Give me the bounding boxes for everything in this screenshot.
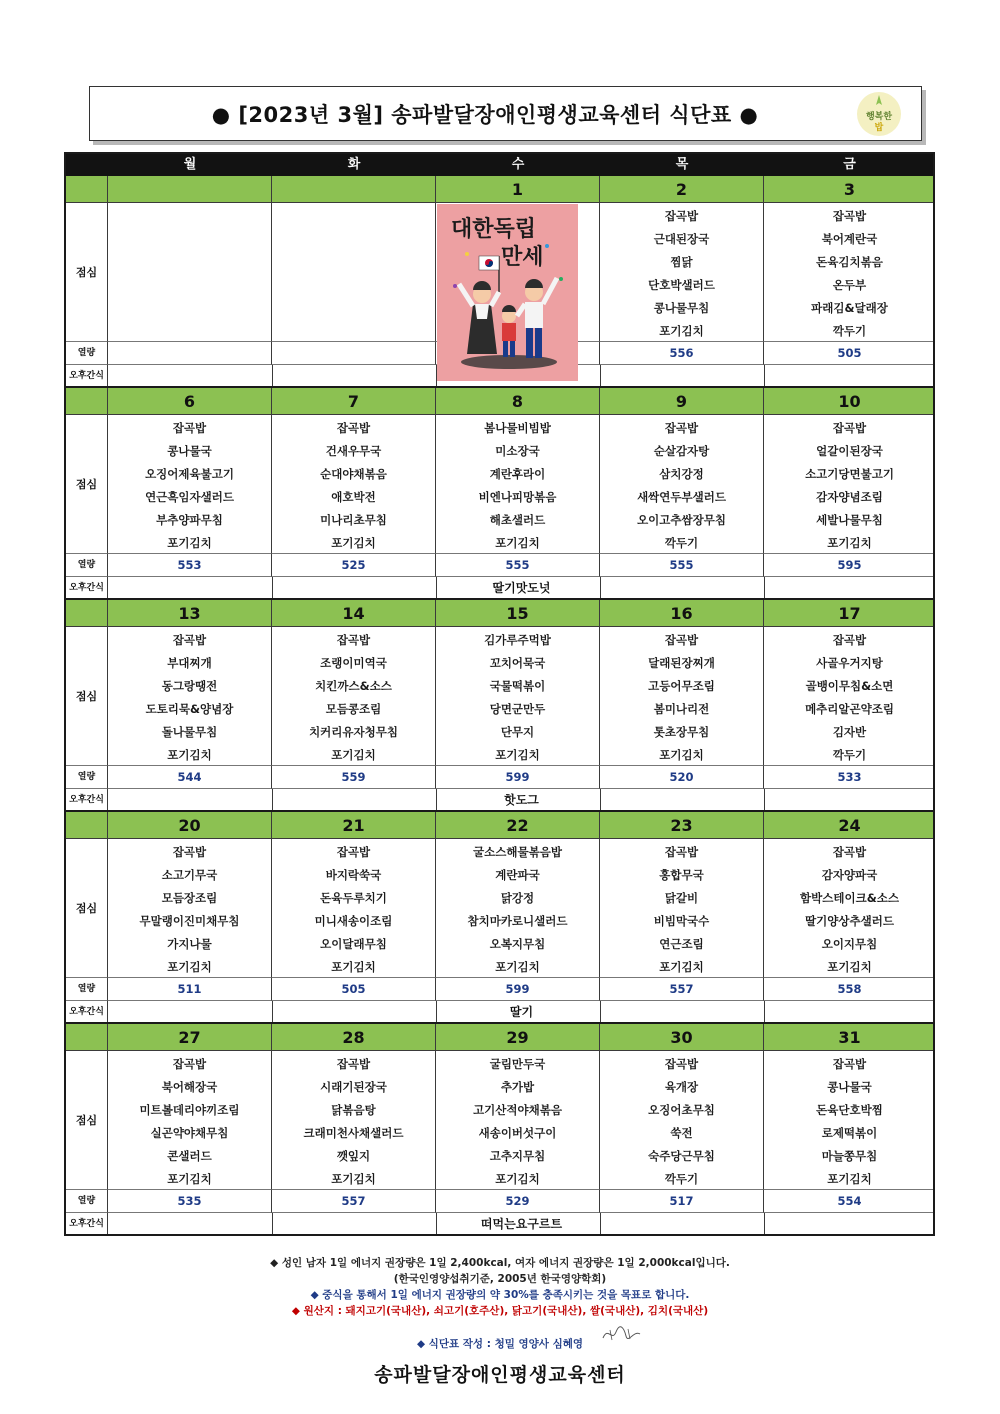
menu-item: 비빔막국수 bbox=[653, 914, 710, 928]
date-cell: 23 bbox=[600, 812, 764, 839]
menu-item: 포기김치 bbox=[659, 960, 704, 974]
menu-item: 숙주당근무침 bbox=[648, 1149, 715, 1163]
menu-item: 북어계란국 bbox=[821, 232, 878, 246]
menu-item: 연근흑임자샐러드 bbox=[145, 490, 234, 504]
menu-item: 포기김치 bbox=[331, 1172, 376, 1186]
kcal-value: 525 bbox=[272, 554, 436, 577]
menu-item: 봄미나리전 bbox=[653, 702, 710, 716]
menu-item: 봄나물비빔밥 bbox=[484, 421, 551, 435]
menu-item: 당면군만두 bbox=[489, 702, 546, 716]
menu-item: 무말랭이진미채무침 bbox=[139, 914, 240, 928]
menu-item: 김자반 bbox=[832, 725, 867, 739]
menu-item: 잡곡밥 bbox=[664, 209, 699, 223]
poster-line2: 만세 bbox=[501, 245, 544, 270]
lunch-menu-cell bbox=[108, 627, 272, 766]
date-cell: 30 bbox=[600, 1024, 764, 1051]
menu-item: 감자양념조림 bbox=[816, 490, 883, 504]
date-cell: 7 bbox=[272, 388, 436, 415]
column-divider bbox=[600, 577, 601, 600]
menu-item: 순대야채볶음 bbox=[320, 467, 387, 481]
date-row-label-cell bbox=[66, 812, 108, 839]
menu-item: 포기김치 bbox=[495, 748, 540, 762]
column-divider bbox=[272, 577, 273, 600]
menu-item: 실곤약야채무침 bbox=[150, 1126, 229, 1140]
menu-item: 잡곡밥 bbox=[832, 1057, 867, 1071]
menu-item: 톳초장무침 bbox=[653, 725, 710, 739]
lunch-menu-cell bbox=[764, 839, 935, 978]
menu-item: 잡곡밥 bbox=[172, 845, 207, 859]
signature-icon bbox=[600, 1324, 644, 1344]
menu-item: 단무지 bbox=[500, 725, 535, 739]
lunch-goal-note: ◆ 중식을 통해서 1일 에너지 권장량의 약 30%를 충족시키는 것을 목표로 합니다. bbox=[310, 1289, 690, 1301]
week-block bbox=[66, 1024, 933, 1236]
lunch-menu-cell bbox=[272, 203, 436, 342]
menu-item: 소고기당면불고기 bbox=[805, 467, 894, 481]
menu-item: 연근조림 bbox=[659, 937, 704, 951]
lunch-menu-cell bbox=[272, 839, 436, 978]
lunch-menu-cell bbox=[600, 415, 764, 554]
menu-item: 메추리알곤약조림 bbox=[805, 702, 894, 716]
kcal-value: 553 bbox=[108, 554, 272, 577]
lunch-menu-cell bbox=[436, 627, 600, 766]
snack-row-label: 오후간식 bbox=[66, 577, 108, 600]
column-divider bbox=[436, 1213, 437, 1236]
menu-item: 닭갈비 bbox=[664, 891, 699, 905]
menu-item: 함박스테이크&소스 bbox=[800, 891, 899, 905]
kcal-value: 511 bbox=[108, 978, 272, 1001]
menu-item: 오징어초무침 bbox=[648, 1103, 715, 1117]
menu-item: 근대된장국 bbox=[653, 232, 710, 246]
lunch-row-label: 점심 bbox=[66, 627, 108, 766]
menu-item: 쑥전 bbox=[670, 1126, 693, 1140]
date-cell: 16 bbox=[600, 600, 764, 627]
lunch-menu-cell bbox=[764, 203, 935, 342]
date-cell: 27 bbox=[108, 1024, 272, 1051]
menu-item: 부대찌개 bbox=[167, 656, 212, 670]
menu-item: 단호박샐러드 bbox=[648, 278, 715, 292]
menu-item: 포기김치 bbox=[331, 748, 376, 762]
menu-item: 조랭이미역국 bbox=[320, 656, 387, 670]
menu-item: 돌나물무침 bbox=[161, 725, 218, 739]
week-block bbox=[66, 812, 933, 1024]
kcal-value: 559 bbox=[272, 766, 436, 789]
kcal-value: 529 bbox=[436, 1190, 600, 1213]
kcal-row-label: 열량 bbox=[66, 978, 108, 1001]
menu-item: 포기김치 bbox=[495, 1172, 540, 1186]
menu-item: 깍두기 bbox=[832, 324, 867, 338]
kcal-value: 533 bbox=[764, 766, 935, 789]
date-cell: 8 bbox=[436, 388, 600, 415]
menu-item: 육개장 bbox=[664, 1080, 699, 1094]
lunch-menu-cell bbox=[436, 415, 600, 554]
lunch-menu-cell bbox=[600, 627, 764, 766]
menu-item: 고추지무침 bbox=[489, 1149, 546, 1163]
date-cell: 17 bbox=[838, 604, 861, 623]
week-block bbox=[66, 600, 933, 812]
menu-item: 추가밥 bbox=[500, 1080, 535, 1094]
page-title: ● [2023년 3월] 송파발달장애인평생교육센터 식단표 ● bbox=[211, 103, 759, 127]
column-divider bbox=[764, 365, 765, 388]
date-cell: 29 bbox=[436, 1024, 600, 1051]
snack-row-label: 오후간식 bbox=[66, 365, 108, 388]
menu-item: 잡곡밥 bbox=[664, 421, 699, 435]
author-note: ◆ 식단표 작성 : 청밀 영양사 심혜영 bbox=[416, 1338, 584, 1350]
lunch-row-label: 점심 bbox=[66, 1051, 108, 1190]
date-cell: 1 bbox=[436, 176, 600, 203]
menu-item: 고등어무조림 bbox=[648, 679, 715, 693]
menu-item: 미소장국 bbox=[495, 444, 540, 458]
snack-row-label: 오후간식 bbox=[66, 1001, 108, 1024]
menu-item: 사골우거지탕 bbox=[816, 656, 883, 670]
kcal-value: 557 bbox=[600, 978, 764, 1001]
menu-item: 시래기된장국 bbox=[320, 1080, 387, 1094]
menu-item: 비엔나피망볶음 bbox=[478, 490, 557, 504]
date-cell: 20 bbox=[108, 812, 272, 839]
lunch-menu-cell bbox=[108, 1051, 272, 1190]
menu-item: 잡곡밥 bbox=[172, 421, 207, 435]
menu-item: 얼갈이된장국 bbox=[816, 444, 883, 458]
date-cell: 9 bbox=[600, 388, 764, 415]
lunch-menu-cell bbox=[436, 1051, 600, 1190]
menu-item: 치커리유자청무침 bbox=[309, 725, 398, 739]
kcal-row-label: 열량 bbox=[66, 554, 108, 577]
lunch-menu-cell bbox=[600, 203, 764, 342]
menu-item: 포기김치 bbox=[167, 1172, 212, 1186]
menu-item: 포기김치 bbox=[167, 748, 212, 762]
date-row-label-cell bbox=[66, 176, 108, 203]
menu-item: 오이고추쌈장무침 bbox=[637, 513, 726, 527]
day-header-thu: 목 bbox=[675, 157, 689, 172]
menu-item: 세발나물무침 bbox=[816, 513, 883, 527]
menu-item: 돈육김치볶음 bbox=[816, 255, 883, 269]
day-header-fri: 금 bbox=[843, 157, 856, 172]
week-block bbox=[66, 388, 933, 600]
menu-item: 포기김치 bbox=[331, 536, 376, 550]
menu-item: 잡곡밥 bbox=[664, 845, 699, 859]
menu-item: 소고기무국 bbox=[161, 868, 218, 882]
menu-item: 잡곡밥 bbox=[172, 633, 207, 647]
day-header-row bbox=[66, 154, 933, 176]
column-divider bbox=[600, 789, 601, 812]
kcal-value: 544 bbox=[108, 766, 272, 789]
date-cell: 28 bbox=[272, 1024, 436, 1051]
menu-item: 오복지무침 bbox=[489, 937, 546, 951]
column-divider bbox=[272, 1213, 273, 1236]
menu-item: 골뱅이무침&소면 bbox=[805, 679, 894, 693]
afternoon-snack: 떠먹는요구르트 bbox=[480, 1217, 563, 1231]
menu-item: 포기김치 bbox=[827, 960, 872, 974]
title-box bbox=[89, 86, 922, 141]
menu-item: 삼치강정 bbox=[659, 467, 704, 481]
date-row-label-cell bbox=[66, 388, 108, 415]
menu-item: 건새우무국 bbox=[325, 444, 382, 458]
menu-item: 로제떡볶이 bbox=[821, 1126, 878, 1140]
lunch-row-label: 점심 bbox=[66, 203, 108, 342]
menu-item: 잡곡밥 bbox=[336, 633, 371, 647]
menu-item: 잡곡밥 bbox=[832, 421, 867, 435]
date-row bbox=[66, 176, 933, 203]
menu-item: 콩나물무침 bbox=[653, 301, 710, 315]
column-divider bbox=[436, 1001, 437, 1024]
date-cell: 14 bbox=[272, 600, 436, 627]
kcal-value: 599 bbox=[436, 978, 600, 1001]
lunch-menu-cell bbox=[108, 203, 272, 342]
column-divider bbox=[600, 1213, 601, 1236]
menu-item: 돈육두루치기 bbox=[320, 891, 387, 905]
date-cell: 22 bbox=[436, 812, 600, 839]
kcal-value: 554 bbox=[764, 1190, 935, 1213]
date-cell: 15 bbox=[436, 600, 600, 627]
date-cell: 10 bbox=[838, 392, 861, 411]
menu-item: 김가루주먹밥 bbox=[484, 633, 551, 647]
lunch-menu-cell bbox=[108, 415, 272, 554]
afternoon-snack: 딸기 bbox=[509, 1005, 534, 1019]
lunch-menu-cell bbox=[600, 839, 764, 978]
menu-item: 미나리초무침 bbox=[320, 513, 387, 527]
day-header-mon: 월 bbox=[183, 157, 197, 172]
menu-item: 포기김치 bbox=[331, 960, 376, 974]
kcal-row-label: 열량 bbox=[66, 342, 108, 365]
lunch-row-label: 점심 bbox=[66, 839, 108, 978]
menu-item: 새송이버섯구이 bbox=[478, 1126, 557, 1140]
menu-item: 잡곡밥 bbox=[832, 209, 867, 223]
poster-line1: 대한독립 bbox=[451, 217, 537, 242]
date-cell bbox=[272, 176, 436, 203]
menu-item: 잡곡밥 bbox=[664, 1057, 699, 1071]
column-divider bbox=[272, 365, 273, 388]
column-divider bbox=[764, 577, 765, 600]
menu-item: 굴소스해물볶음밥 bbox=[473, 845, 562, 859]
menu-item: 가지나물 bbox=[167, 937, 212, 951]
poster-illustration bbox=[437, 204, 578, 381]
menu-item: 콘샐러드 bbox=[167, 1149, 212, 1163]
menu-item: 포기김치 bbox=[495, 536, 540, 550]
kcal-value: 505 bbox=[764, 342, 935, 365]
date-row bbox=[66, 388, 933, 415]
date-cell: 3 bbox=[843, 180, 856, 199]
kcal-value: 599 bbox=[436, 766, 600, 789]
menu-item: 잡곡밥 bbox=[832, 845, 867, 859]
kcal-value: 517 bbox=[600, 1190, 764, 1213]
center-name: 송파발달장애인평생교육센터 bbox=[374, 1364, 626, 1386]
column-divider bbox=[272, 1001, 273, 1024]
origin-note: ◆ 원산지 : 돼지고기(국내산), 쇠고기(호주산), 닭고기(국내산), 쌀(국내산), 김치(국내산) bbox=[291, 1305, 709, 1317]
kcal-value: 558 bbox=[764, 978, 935, 1001]
column-divider bbox=[764, 1001, 765, 1024]
date-cell: 24 bbox=[838, 816, 861, 835]
lunch-menu-cell bbox=[600, 1051, 764, 1190]
menu-item: 달래된장찌개 bbox=[648, 656, 715, 670]
menu-item: 잡곡밥 bbox=[336, 1057, 371, 1071]
kcal-row-label: 열량 bbox=[66, 766, 108, 789]
menu-item: 돈육단호박찜 bbox=[816, 1103, 883, 1117]
lunch-menu-cell bbox=[272, 627, 436, 766]
menu-item: 포기김치 bbox=[167, 960, 212, 974]
kcal-row-label: 열량 bbox=[66, 1190, 108, 1213]
menu-item: 콩나물국 bbox=[167, 444, 212, 458]
date-cell bbox=[108, 176, 272, 203]
menu-item: 잡곡밥 bbox=[172, 1057, 207, 1071]
menu-item: 순살감자탕 bbox=[653, 444, 710, 458]
lunch-menu-cell bbox=[436, 839, 600, 978]
menu-item: 오징어제육불고기 bbox=[145, 467, 234, 481]
menu-item: 꼬치어묵국 bbox=[489, 656, 546, 670]
date-cell: 31 bbox=[838, 1028, 861, 1047]
lunch-menu-cell bbox=[764, 1051, 935, 1190]
snack-row-label: 오후간식 bbox=[66, 789, 108, 812]
lunch-menu-cell bbox=[764, 415, 935, 554]
menu-item: 딸기양상추샐러드 bbox=[805, 914, 894, 928]
menu-item: 모듬장조림 bbox=[161, 891, 218, 905]
menu-item: 닭강정 bbox=[500, 891, 535, 905]
svg-text:밥: 밥 bbox=[874, 123, 884, 133]
menu-item: 모듬콩조림 bbox=[325, 702, 382, 716]
kcal-value: 595 bbox=[764, 554, 935, 577]
energy-note: ◆ 성인 남자 1일 에너지 권장량은 1일 2,400kcal, 여자 에너지 권장량은 1일 2,000kcal입니다. bbox=[270, 1257, 730, 1269]
menu-item: 잡곡밥 bbox=[664, 633, 699, 647]
menu-item: 애호박전 bbox=[331, 490, 376, 504]
menu-item: 고기산적야채볶음 bbox=[473, 1103, 562, 1117]
date-cell: 21 bbox=[272, 812, 436, 839]
menu-item: 오이지무침 bbox=[821, 937, 878, 951]
day-header-wed: 수 bbox=[511, 157, 525, 172]
menu-item: 크래미천사채샐러드 bbox=[303, 1126, 404, 1140]
column-divider bbox=[600, 1001, 601, 1024]
menu-item: 국물떡볶이 bbox=[489, 679, 546, 693]
menu-item: 포기김치 bbox=[167, 536, 212, 550]
menu-item: 참치마카로니샐러드 bbox=[467, 914, 568, 928]
menu-item: 계란파국 bbox=[495, 868, 540, 882]
column-divider bbox=[272, 789, 273, 812]
date-row-label-cell bbox=[66, 600, 108, 627]
column-divider bbox=[600, 365, 601, 388]
kcal-value: 505 bbox=[272, 978, 436, 1001]
menu-item: 깍두기 bbox=[832, 748, 867, 762]
menu-item: 포기김치 bbox=[659, 324, 704, 338]
menu-item: 포기김치 bbox=[495, 960, 540, 974]
svg-text:행복한: 행복한 bbox=[865, 112, 893, 122]
menu-item: 해초샐러드 bbox=[489, 513, 546, 527]
menu-item: 미니새송이조림 bbox=[314, 914, 393, 928]
kcal-value: 557 bbox=[272, 1190, 436, 1213]
afternoon-snack: 핫도그 bbox=[504, 793, 539, 807]
kcal-value: 520 bbox=[600, 766, 764, 789]
snack-row-label: 오후간식 bbox=[66, 1213, 108, 1236]
lunch-menu-cell bbox=[272, 1051, 436, 1190]
column-divider bbox=[436, 789, 437, 812]
menu-item: 감자양파국 bbox=[821, 868, 878, 882]
menu-item: 포기김치 bbox=[659, 748, 704, 762]
menu-item: 마늘쫑무침 bbox=[821, 1149, 878, 1163]
kcal-value: 555 bbox=[600, 554, 764, 577]
menu-item: 파래김&달래장 bbox=[811, 301, 888, 315]
menu-item: 깍두기 bbox=[664, 1172, 699, 1186]
column-divider bbox=[764, 1213, 765, 1236]
menu-item: 새싹연두부샐러드 bbox=[637, 490, 726, 504]
date-row bbox=[66, 600, 933, 627]
logo-icon bbox=[856, 91, 902, 137]
date-row-label-cell bbox=[66, 1024, 108, 1051]
menu-item: 도토리묵&양념장 bbox=[145, 702, 234, 716]
menu-item: 포기김치 bbox=[827, 1172, 872, 1186]
menu-item: 닭볶음탕 bbox=[331, 1103, 376, 1117]
menu-item: 북어해장국 bbox=[161, 1080, 218, 1094]
menu-item: 잡곡밥 bbox=[832, 633, 867, 647]
menu-item: 굴림만두국 bbox=[489, 1057, 546, 1071]
menu-item: 찜닭 bbox=[670, 255, 693, 269]
lunch-menu-cell bbox=[272, 415, 436, 554]
menu-item: 바지락쑥국 bbox=[325, 868, 382, 882]
menu-item: 계란후라이 bbox=[489, 467, 546, 481]
date-row bbox=[66, 812, 933, 839]
menu-item: 깍두기 bbox=[664, 536, 699, 550]
lunch-menu-cell bbox=[764, 627, 935, 766]
column-divider bbox=[436, 577, 437, 600]
lunch-menu-cell bbox=[108, 839, 272, 978]
menu-item: 콩나물국 bbox=[827, 1080, 872, 1094]
menu-item: 부추양파무침 bbox=[156, 513, 223, 527]
menu-item: 미트볼데리야끼조림 bbox=[139, 1103, 240, 1117]
menu-item: 잡곡밥 bbox=[336, 845, 371, 859]
column-divider bbox=[764, 789, 765, 812]
lunch-row-label: 점심 bbox=[66, 415, 108, 554]
day-header-tue: 화 bbox=[347, 157, 361, 172]
afternoon-snack: 딸기맛도넛 bbox=[492, 581, 551, 595]
kcal-value: 535 bbox=[108, 1190, 272, 1213]
menu-item: 온두부 bbox=[832, 278, 867, 292]
date-cell: 6 bbox=[108, 388, 272, 415]
kcal-value: 555 bbox=[436, 554, 600, 577]
date-row bbox=[66, 1024, 933, 1051]
menu-item: 깻잎지 bbox=[336, 1149, 371, 1163]
menu-item: 오이달래무침 bbox=[320, 937, 387, 951]
energy-source-note: (한국인영양섭취기준, 2005년 한국영양학회) bbox=[393, 1273, 607, 1285]
kcal-value: 556 bbox=[600, 342, 764, 365]
menu-item: 동그랑땡전 bbox=[161, 679, 218, 693]
menu-item: 포기김치 bbox=[827, 536, 872, 550]
menu-item: 잡곡밥 bbox=[336, 421, 371, 435]
menu-item: 홍합무국 bbox=[659, 868, 704, 882]
kcal-value bbox=[272, 342, 436, 365]
date-cell: 2 bbox=[600, 176, 764, 203]
menu-item: 치킨까스&소스 bbox=[315, 679, 392, 693]
independence-day-poster bbox=[437, 204, 578, 381]
kcal-value bbox=[108, 342, 272, 365]
date-cell: 13 bbox=[108, 600, 272, 627]
